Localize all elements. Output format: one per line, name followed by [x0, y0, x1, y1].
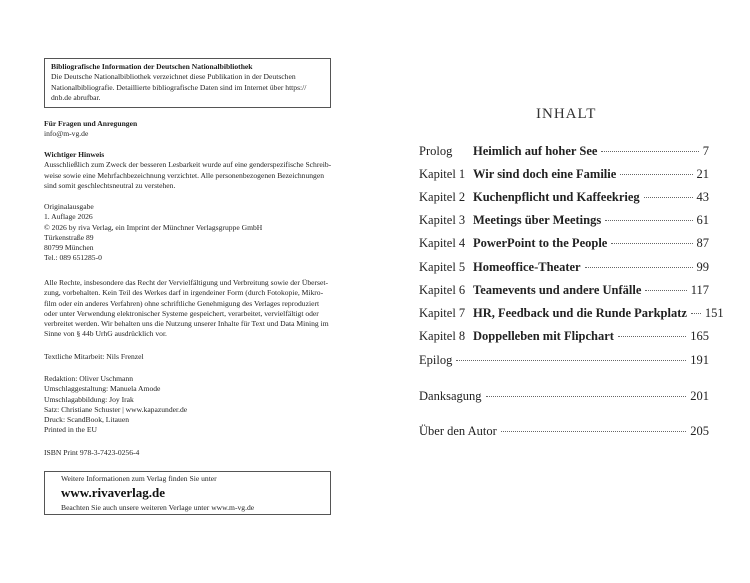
toc-leader-dots: [501, 431, 686, 432]
biblio-heading: Bibliografische Information der Deutschen Nationalbibliothek: [51, 62, 253, 71]
toc-entry-label: Epilog: [419, 353, 453, 367]
biblio-line: dnb.de abrufbar.: [51, 93, 101, 103]
notice-line: Ausschließlich zum Zweck der besseren Lesbarkeit wurde auf eine genderspezifische Schreib-: [44, 160, 332, 170]
toc-entry[interactable]: [419, 213, 709, 233]
toc-entry[interactable]: [419, 329, 709, 349]
biblio-line: Nationalbibliografie. Detaillierte bibliografische Daten sind im Internet über https://: [51, 82, 307, 92]
toc-entry-title: Meetings über Meetings: [473, 213, 602, 227]
toc-entry-page: 117: [690, 283, 709, 297]
toc-entry-label: Danksagung: [419, 389, 482, 403]
text-staff-line: [44, 352, 340, 362]
credits-block: [44, 374, 340, 436]
edition-line: © 2026 by riva Verlag, ein Imprint der Münchner Verlagsgruppe GmbH: [44, 222, 263, 232]
toc-entry-label: Kapitel 6: [419, 283, 466, 297]
toc-leader-dots: [605, 220, 692, 221]
toc-entry-label: Über den Autor: [419, 424, 497, 438]
toc-entry-page: 201: [690, 389, 709, 403]
toc-entry-page: 151: [704, 306, 724, 320]
toc-entry[interactable]: [419, 236, 709, 256]
web-intro: Weitere Informationen zum Verlag finden Sie unter: [61, 474, 217, 483]
toc-entry-page: 191: [690, 353, 709, 367]
notice-block: [44, 150, 340, 191]
credit-line: Printed in the EU: [44, 425, 97, 435]
toc-entry-label: Kapitel 2: [419, 190, 466, 204]
bibliographic-info-box: [44, 58, 331, 108]
toc-entry-page: 21: [696, 167, 709, 181]
toc-entry[interactable]: [419, 283, 709, 303]
text-staff: Textliche Mitarbeit: Nils Frenzel: [44, 352, 144, 361]
toc-entry[interactable]: [419, 424, 709, 444]
publisher-url-link[interactable]: www.rivaverlag.de: [61, 485, 165, 500]
edition-line: 80799 München: [44, 243, 94, 253]
toc-entry-page: 165: [690, 329, 709, 343]
toc-entry-page: 61: [696, 213, 709, 227]
toc-entry-page: 43: [696, 190, 709, 204]
publisher-web-box: [44, 471, 331, 515]
toc-entry-label: Kapitel 4: [419, 236, 466, 250]
toc-entry[interactable]: [419, 306, 724, 326]
edition-block: [44, 202, 340, 264]
toc-entry-page: 7: [702, 144, 709, 158]
toc-entry-title: Doppelleben mit Flipchart: [473, 329, 614, 343]
toc-entry-page: 87: [696, 236, 709, 250]
credit-line: Umschlaggestaltung: Manuela Amode: [44, 384, 161, 394]
biblio-line: Die Deutsche Nationalbibliothek verzeichnet diese Publikation in der Deutschen: [51, 72, 296, 82]
toc-leader-dots: [611, 243, 692, 244]
contact-heading: Für Fragen und Anregungen: [44, 119, 138, 128]
toc-entry-title: Kuchenpflicht und Kaffeekrieg: [473, 190, 640, 204]
toc-entry-title: Homeoffice-Theater: [473, 260, 581, 274]
toc-entry-page: 99: [696, 260, 709, 274]
notice-heading: Wichtiger Hinweis: [44, 150, 105, 159]
contact-block: [44, 119, 340, 140]
toc-entry-title: Teamevents und andere Unfälle: [473, 283, 642, 297]
credit-line: Druck: ScandBook, Litauen: [44, 415, 129, 425]
toc-entry[interactable]: [419, 389, 709, 409]
toc-leader-dots: [620, 174, 692, 175]
toc-entry[interactable]: [419, 353, 709, 373]
rights-line: Sinne von § 44b UrhG ausdrücklich vor.: [44, 329, 167, 339]
toc-entry-label: Kapitel 1: [419, 167, 466, 181]
toc-entry[interactable]: [419, 190, 709, 210]
toc-entry[interactable]: [419, 167, 709, 187]
toc-entry-label: Prolog: [419, 144, 453, 158]
toc-entry-title: Wir sind doch eine Familie: [473, 167, 617, 181]
rights-block: [44, 278, 340, 340]
table-of-contents-page: [375, 0, 750, 583]
toc-leader-dots: [456, 360, 686, 361]
toc-entry-label: Kapitel 8: [419, 329, 466, 343]
toc-entry-label: Kapitel 7: [419, 306, 466, 320]
toc-leader-dots: [644, 197, 693, 198]
toc-entry-title: PowerPoint to the People: [473, 236, 608, 250]
rights-line: verbreitet werden. Wir behalten uns die Nutzung unserer Inhalte für Text und Data Mining im: [44, 319, 329, 329]
credit-line: Umschlagabbildung: Joy Irak: [44, 394, 134, 404]
edition-line: Tel.: 089 651285-0: [44, 253, 102, 263]
rights-line: oder unter Verwendung elektronischer Systeme gespeichert, verarbeitet, vervielfältigt oder: [44, 308, 319, 318]
toc-leader-dots: [645, 290, 686, 291]
isbn-line: [44, 448, 340, 458]
isbn: ISBN Print 978-3-7423-0256-4: [44, 448, 140, 457]
toc-leader-dots: [585, 267, 693, 268]
rights-line: Alle Rechte, insbesondere das Recht der Vervielfältigung und Verbreitung sowie der Überset-: [44, 278, 328, 287]
edition-line: 1. Auflage 2026: [44, 212, 93, 222]
toc-entry[interactable]: [419, 144, 709, 164]
toc-entry-title: Heimlich auf hoher See: [473, 144, 598, 158]
edition-line: Türkenstraße 89: [44, 232, 94, 242]
notice-line: weise sowie eine Mehrfachbezeichnung verzichtet. Alle personenbezogenen Bezeichnungen: [44, 170, 325, 180]
toc-heading: INHALT: [536, 106, 597, 122]
toc-entry-label: Kapitel 3: [419, 213, 466, 227]
contact-email: info@m-vg.de: [44, 129, 89, 139]
edition-line: Originalausgabe: [44, 202, 94, 211]
rights-line: film oder ein anderes Verfahren) ohne schriftliche Genehmigung des Verlages reproduziert: [44, 298, 320, 308]
toc-leader-dots: [601, 151, 698, 152]
toc-leader-dots: [618, 336, 686, 337]
toc-leader-dots: [486, 396, 687, 397]
rights-line: zung, vorbehalten. Kein Teil des Werkes darf in irgendeiner Form (durch Fotokopie, Mikro-: [44, 288, 324, 298]
credit-line: Redaktion: Oliver Uschmann: [44, 374, 133, 383]
toc-entry-label: Kapitel 5: [419, 260, 466, 274]
toc-entry[interactable]: [419, 260, 709, 280]
toc-leader-dots: [691, 313, 701, 314]
web-more: Beachten Sie auch unsere weiteren Verlage unter www.m-vg.de: [61, 503, 255, 512]
credit-line: Satz: Christiane Schuster | www.kapazunder.de: [44, 404, 188, 414]
notice-line: sind somit geschlechtsneutral zu verstehen.: [44, 180, 176, 190]
toc-entry-page: 205: [690, 424, 709, 438]
toc-entry-title: HR, Feedback und die Runde Parkplatz: [473, 306, 687, 320]
